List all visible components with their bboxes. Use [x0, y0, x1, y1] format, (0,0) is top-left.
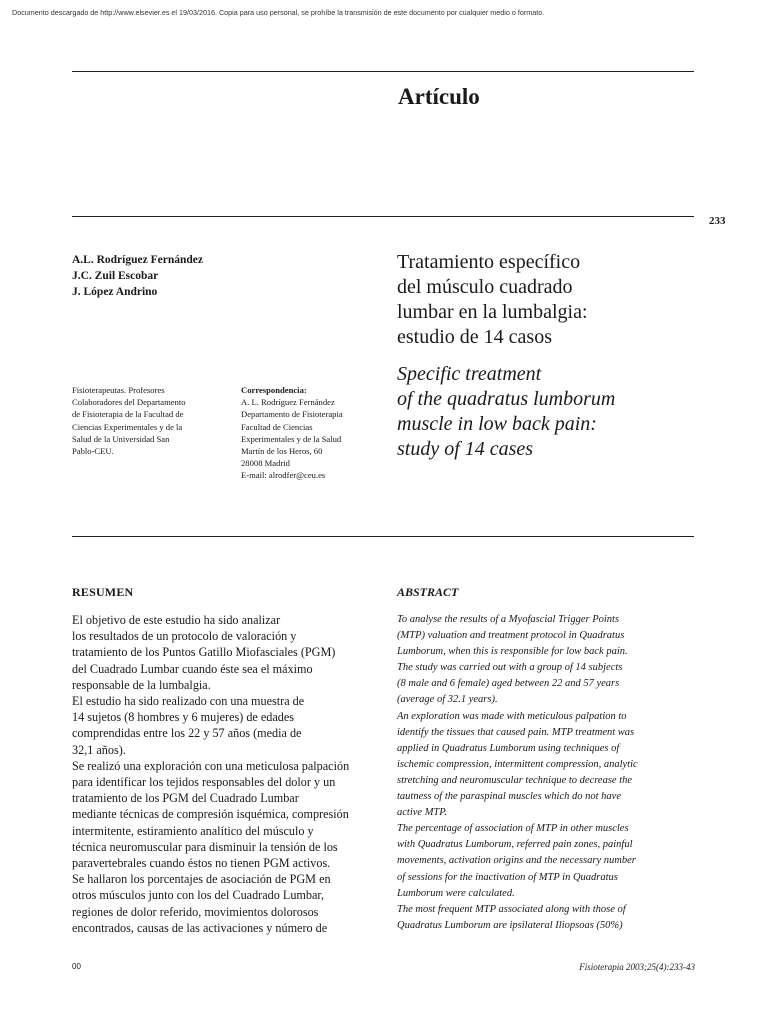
correspondence-line: Departamento de Fisioterapia: [241, 409, 343, 420]
affiliation-line: Ciencias Experimentales y de la: [72, 421, 183, 432]
section-label: Artículo: [398, 84, 480, 109]
article-title-spanish: [397, 250, 697, 350]
title-line: study of 14 cases: [397, 438, 534, 460]
resumen-line: comprendidas entre los 22 y 57 años (media de: [72, 726, 302, 741]
resumen-line: paravertebrales cuando éstos no tienen PGM activos.: [72, 856, 331, 871]
resumen-line: encontrados, causas de las activaciones y número de: [72, 920, 328, 935]
resumen-line: técnica neuromuscular para disminuir la tensión de los: [72, 839, 338, 854]
abstract-line: active MTP.: [397, 807, 447, 819]
resumen-line: responsable de la lumbalgia.: [72, 677, 211, 692]
author-name: A.L. Rodríguez Fernández: [72, 254, 203, 266]
affiliation-line: Colaboradores del Departamento: [72, 397, 186, 408]
abstract-line: To analyse the results of a Myofascial Trigger Points: [397, 614, 620, 625]
article-title-english: [397, 362, 697, 462]
resumen-line: El objetivo de este estudio ha sido analizar: [72, 613, 281, 627]
resumen-heading: RESUMEN: [72, 585, 134, 599]
resumen-line: 14 sujetos (8 hombres y 6 mujeres) de edades: [72, 710, 295, 725]
abstract-line: ischemic compression, intermittent compression, analytic: [397, 758, 638, 770]
header-rule: [72, 216, 694, 217]
abstract-heading: ABSTRACT: [397, 585, 459, 599]
correspondence-line: Martín de los Heros, 60: [241, 446, 323, 457]
resumen-line: regiones de dolor referido, movimientos dolorosos: [72, 904, 319, 919]
resumen-line: 32,1 años).: [72, 742, 126, 757]
resumen-body: [72, 612, 377, 936]
abstract-body: [397, 612, 707, 934]
resumen-line: intermitente, estiramiento analítico del músculo y: [72, 823, 314, 838]
abstract-line: stretching and neuromuscular technique to decrease the: [397, 774, 633, 786]
abstract-line: Quadratus Lumborum are ipsilateral Iliopsoas (50%): [397, 919, 623, 931]
correspondence-line: 28008 Madrid: [241, 458, 290, 469]
resumen-line: del Cuadrado Lumbar cuando éste sea el máximo: [72, 661, 313, 676]
resumen-line: Se hallaron los porcentajes de asociación de PGM en: [72, 872, 331, 887]
abstract-line: (8 male and 6 female) aged between 22 and 57 years: [397, 678, 620, 690]
title-line: Specific treatment: [397, 363, 542, 385]
title-line: estudio de 14 casos: [397, 326, 552, 348]
abstract-line: of sessions for the inactivation of MTP in Quadratus: [397, 871, 618, 883]
resumen-line: Se realizó una exploración con una meticulosa palpación: [72, 758, 350, 773]
abstract-line: The study was carried out with a group of 14 subjects: [397, 662, 623, 674]
resumen-line: los resultados de un protocolo de valoración y: [72, 629, 297, 644]
abstract-line: An exploration was made with meticulous palpation to: [397, 710, 627, 722]
resumen-line: tratamiento de los Puntos Gatillo Miofasciales (PGM): [72, 645, 336, 660]
resumen-line: mediante técnicas de compresión isquémica, compresión: [72, 807, 349, 822]
resumen-line: tratamiento de los PGM del Cuadrado Lumbar: [72, 791, 299, 806]
affiliation-line: Fisioterapeutas. Profesores: [72, 385, 165, 395]
title-line: lumbar en la lumbalgia:: [397, 301, 588, 323]
affiliation: [72, 384, 222, 457]
abstract-line: tautness of the paraspinal muscles which do not have: [397, 791, 621, 803]
affiliation-line: de Fisioterapia de la Facultad de: [72, 409, 184, 420]
abstract-line: with Quadratus Lumborum, referred pain zones, painful: [397, 839, 633, 851]
abstract-line: Lumborum, when this is responsible for low back pain.: [397, 646, 628, 658]
abstract-line: (MTP) valuation and treatment protocol in Quadratus: [397, 630, 625, 642]
section-rule: [72, 536, 694, 537]
affiliation-line: Pablo-CEU.: [72, 446, 114, 457]
affiliation-line: Salud de la Universidad San: [72, 433, 170, 444]
top-rule: [72, 71, 694, 72]
abstract-line: applied in Quadratus Lumborum using techniques of: [397, 742, 620, 754]
title-line: muscle in low back pain:: [397, 413, 597, 435]
correspondence-line: Experimentales y de la Salud: [241, 433, 342, 444]
title-line: Tratamiento específico: [397, 251, 581, 273]
footer-left: 00: [72, 962, 81, 971]
page-number: 233: [709, 215, 726, 227]
abstract-line: (average of 32.1 years).: [397, 694, 498, 706]
abstract-line: movements, activation origins and the necessary number: [397, 855, 636, 867]
correspondence-email: E-mail: alrodfer@ceu.es: [241, 470, 326, 481]
journal-citation: Fisioterapia 2003;25(4):233-43: [579, 962, 695, 972]
author-name: J. López Andrino: [72, 286, 158, 298]
title-line: of the quadratus lumborum: [397, 388, 616, 410]
title-line: del músculo cuadrado: [397, 276, 573, 298]
resumen-line: otros músculos junto con los del Cuadrado Lumbar,: [72, 888, 325, 903]
correspondence-line: Facultad de Ciencias: [241, 421, 313, 432]
author-list: [72, 252, 203, 300]
abstract-line: The percentage of association of MTP in other muscles: [397, 823, 629, 835]
correspondence: [241, 384, 381, 482]
resumen-line: El estudio ha sido realizado con una muestra de: [72, 694, 305, 709]
download-notice: Documento descargado de http://www.elsevier.es el 19/03/2016. Copia para uso personal, se prohíbe la transmisión de este documento por cualquier medio o formato.: [12, 8, 545, 17]
author-name: J.C. Zuil Escobar: [72, 270, 159, 282]
resumen-line: para identificar los tejidos responsables del dolor y un: [72, 775, 336, 790]
correspondence-heading: Correspondencia:: [241, 385, 307, 395]
abstract-line: Lumborum were calculated.: [397, 887, 515, 899]
correspondence-line: A. L. Rodríguez Fernández: [241, 397, 335, 408]
abstract-line: identify the tissues that caused pain. MTP treatment was: [397, 726, 635, 738]
abstract-line: The most frequent MTP associated along with those of: [397, 903, 626, 915]
